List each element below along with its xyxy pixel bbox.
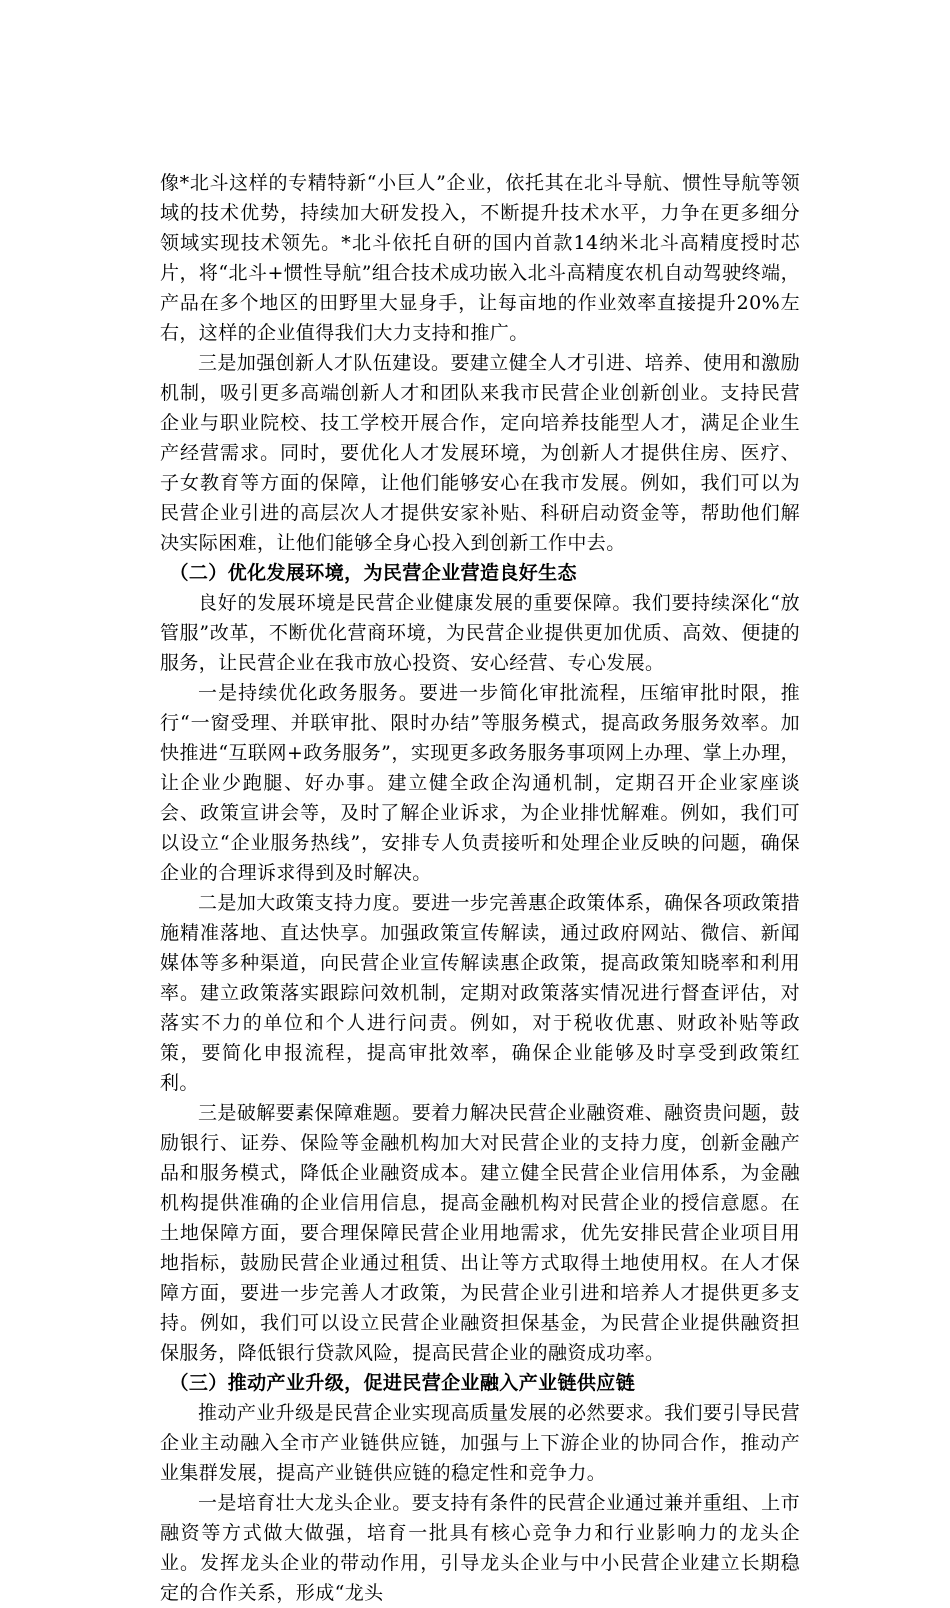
paragraph: 三是破解要素保障难题。要着力解决民营企业融资难、融资贵问题，鼓励银行、证券、保险等金融机构加大对民营企业的支持力度，创新金融产品和服务模式，降低企业融资成本。建立健全民营企业信用体系，为金融机构提供准确的企业信用信息，提高金融机构对民营企业的授信意愿。在土地保障方面，要合理保障民营企业用地需求，优先安排民营企业项目用地指标，鼓励民营企业通过租赁、出让等方式取得土地使用权。在人才保障方面，要进一步完善人才政策，为民营企业引进和培养人才提供更多支持。例如，我们可以设立民营企业融资担保基金，为民营企业提供融资担保服务，降低银行贷款风险，提高民营企业的融资成功率。 bbox=[160, 1102, 800, 1364]
paragraph: 推动产业升级是民营企业实现高质量发展的必然要求。我们要引导民营企业主动融入全市产业链供应链，加强与上下游企业的协同合作，推动产业集群发展，提高产业链供应链的稳定性和竞争力。 bbox=[160, 1402, 800, 1484]
paragraph: 一是持续优化政务服务。要进一步简化审批流程，压缩审批时限，推行“一窗受理、并联审批、限时办结”等服务模式，提高政务服务效率。加快推进“互联网+政务服务”，实现更多政务服务事项网上办理、掌上办理，让企业少跑腿、好办事。建立健全政企沟通机制，定期召开企业家座谈会、政策宣讲会等，及时了解企业诉求，为企业排忧解难。例如，我们可以设立“企业服务热线”，安排专人负责接听和处理企业反映的问题，确保企业的合理诉求得到及时解决。 bbox=[160, 682, 800, 884]
section-heading: （三）推动产业升级，促进民营企业融入产业链供应链 bbox=[169, 1372, 636, 1394]
section-heading: （二）优化发展环境，为民营企业营造良好生态 bbox=[169, 562, 577, 584]
document-body bbox=[160, 168, 800, 1608]
paragraph: 二是加大政策支持力度。要进一步完善惠企政策体系，确保各项政策措施精准落地、直达快享。加强政策宣传解读，通过政府网站、微信、新闻媒体等多种渠道，向民营企业宣传解读惠企政策，提高政策知晓率和利用率。建立政策落实跟踪问效机制，定期对政策落实情况进行督查评估，对落实不力的单位和个人进行问责。例如，对于税收优惠、财政补贴等政策，要简化申报流程，提高审批效率，确保企业能够及时享受到政策红利。 bbox=[160, 892, 800, 1094]
paragraph-continuation: 像*北斗这样的专精特新“小巨人”企业，依托其在北斗导航、惯性导航等领域的技术优势，持续加大研发投入，不断提升技术水平，力争在更多细分领域实现技术领先。*北斗依托自研的国内首款14纳米北斗高精度授时芯片，将“北斗+惯性导航”组合技术成功嵌入北斗高精度农机自动驾驶终端，产品在多个地区的田野里大显身手，让每亩地的作业效率直接提升20%左右，这样的企业值得我们大力支持和推广。 bbox=[160, 172, 800, 344]
paragraph: 一是培育壮大龙头企业。要支持有条件的民营企业通过兼并重组、上市融资等方式做大做强，培育一批具有核心竞争力和行业影响力的龙头企业。发挥龙头企业的带动作用，引导龙头企业与中小民营企业建立长期稳定的合作关系，形成“龙头 bbox=[160, 1492, 800, 1604]
paragraph: 三是加强创新人才队伍建设。要建立健全人才引进、培养、使用和激励机制，吸引更多高端创新人才和团队来我市民营企业创新创业。支持民营企业与职业院校、技工学校开展合作，定向培养技能型人才，满足企业生产经营需求。同时，要优化人才发展环境，为创新人才提供住房、医疗、子女教育等方面的保障，让他们能够安心在我市发展。例如，我们可以为民营企业引进的高层次人才提供安家补贴、科研启动资金等，帮助他们解决实际困难，让他们能够全身心投入到创新工作中去。 bbox=[160, 352, 800, 554]
paragraph: 良好的发展环境是民营企业健康发展的重要保障。我们要持续深化“放管服”改革，不断优化营商环境，为民营企业提供更加优质、高效、便捷的服务，让民营企业在我市放心投资、安心经营、专心发展。 bbox=[160, 592, 800, 674]
